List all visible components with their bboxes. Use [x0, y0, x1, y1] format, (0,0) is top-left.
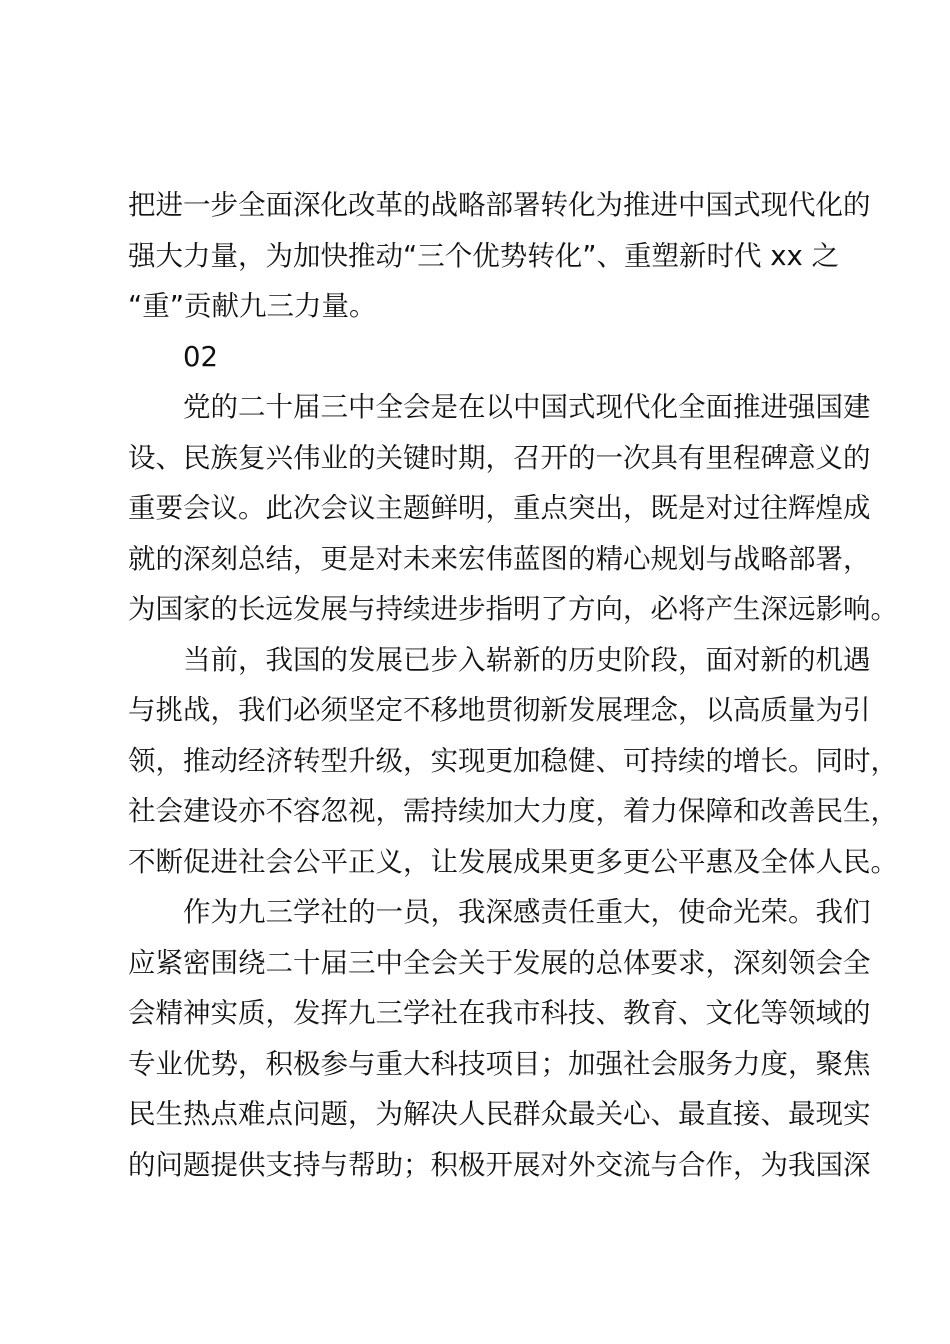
text-line: 强大力量，为加快推动“三个优势转化”、重塑新时代 xx 之 — [128, 239, 840, 272]
section-number-text: 02 — [183, 340, 218, 373]
text-line: 领，推动经济转型升级，实现更加稳健、可持续的增长。同时， — [128, 744, 898, 777]
text-line: 的问题提供支持与帮助；积极开展对外交流与合作，为我国深 — [128, 1148, 871, 1181]
section-number — [128, 332, 828, 383]
text-line: 党的二十届三中全会是在以中国式现代化全面推进强国建 — [183, 391, 871, 423]
text-line: 不断促进社会公平正义，让发展成果更多更公平惠及全体人民。 — [128, 845, 898, 878]
text-line: 设、民族复兴伟业的关键时期，召开的一次具有里程碑意义的 — [128, 441, 871, 474]
text-line: 社会建设亦不容忽视，需持续加大力度，着力保障和改善民生， — [128, 795, 898, 827]
text-line: 重要会议。此次会议主题鲜明，重点突出，既是对过往辉煌成 — [128, 492, 871, 524]
text-line: 当前，我国的发展已步入崭新的历史阶段，面对新的机遇 — [183, 643, 871, 676]
text-line: 应紧密围绕二十届三中全会关于发展的总体要求，深刻领会全 — [128, 946, 871, 979]
text-line: 民生热点难点问题，为解决人民群众最关心、最直接、最现实 — [128, 1098, 871, 1130]
text-line: 作为九三学社的一员，我深感责任重大，使命光荣。我们 — [183, 896, 871, 928]
paragraph-current-development — [128, 635, 898, 888]
paragraph-continuation — [128, 180, 871, 332]
text-line: 为国家的长远发展与持续进步指明了方向，必将产生深远影响。 — [128, 593, 898, 625]
text-line: 就的深刻总结，更是对未来宏伟蓝图的精心规划与战略部署， — [128, 542, 871, 575]
text-line: 专业优势，积极参与重大科技项目；加强社会服务力度，聚焦 — [128, 1047, 871, 1080]
text-line: 把进一步全面深化改革的战略部署转化为推进中国式现代化的 — [128, 189, 871, 221]
paragraph-plenum-significance — [128, 382, 898, 635]
text-line: “重”贡献九三力量。 — [128, 290, 377, 322]
text-line: 会精神实质，发挥九三学社在我市科技、教育、文化等领域的 — [128, 997, 871, 1029]
paragraph-jiusan-society — [128, 887, 871, 1190]
text-line: 与挑战，我们必须坚定不移地贯彻新发展理念，以高质量为引 — [128, 694, 871, 726]
document-body — [128, 180, 898, 1190]
